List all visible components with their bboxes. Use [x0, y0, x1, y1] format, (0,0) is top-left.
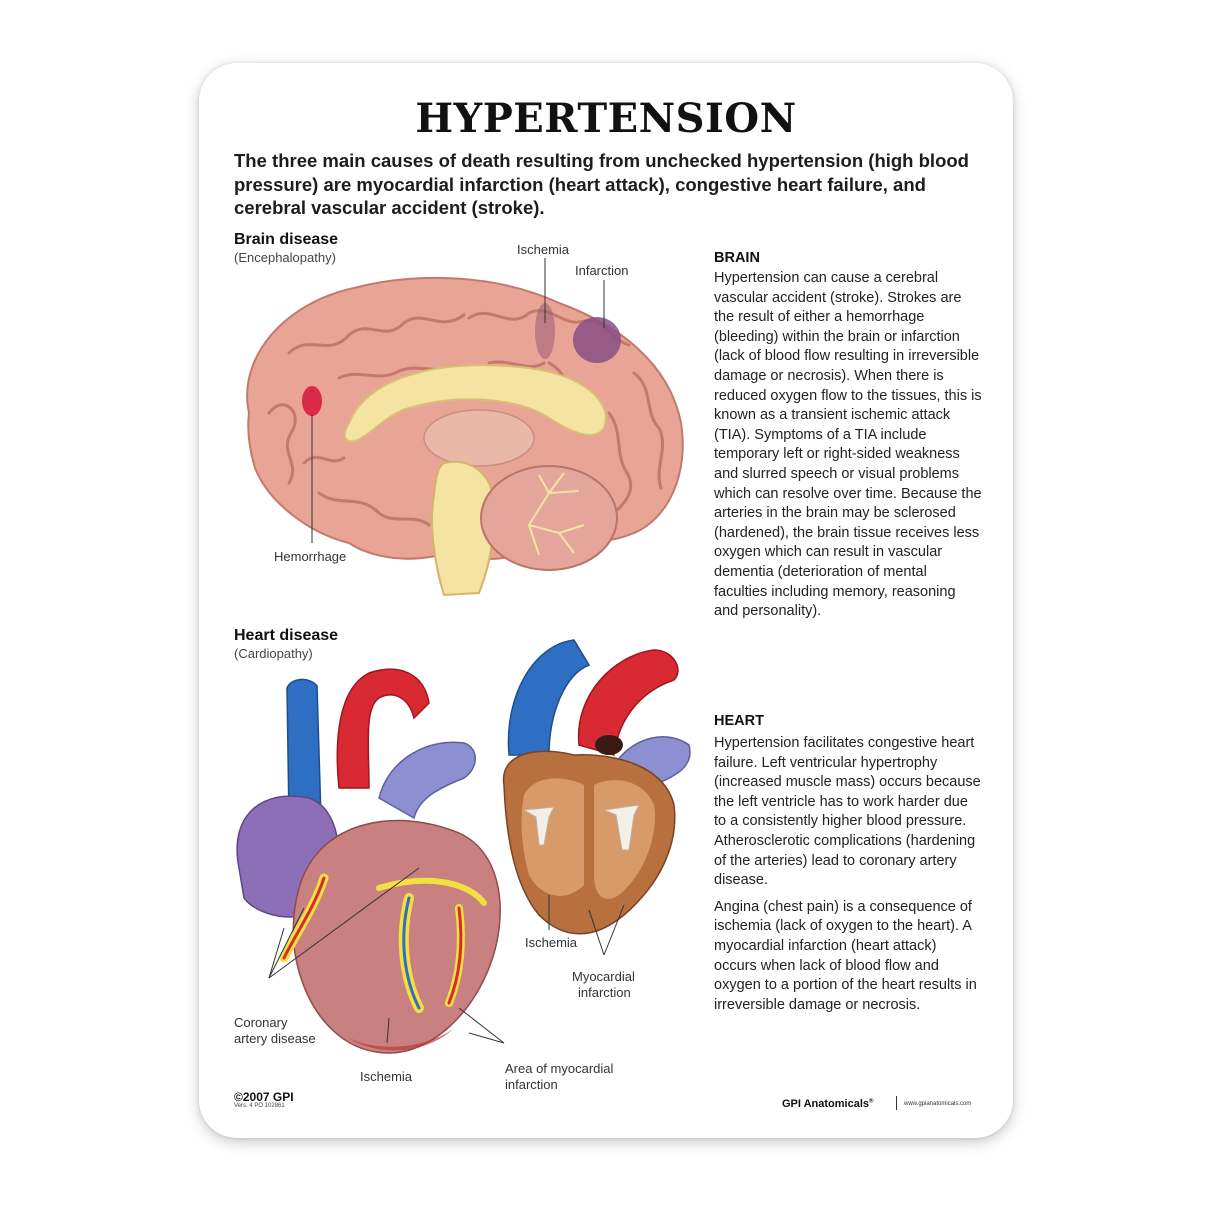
coronary-label-line1: Coronary: [234, 1015, 288, 1030]
page-title: HYPERTENSION: [415, 95, 797, 142]
infarction-spot: [573, 317, 621, 363]
ventricles: [293, 821, 500, 1053]
ischemia-label: Ischemia: [517, 242, 570, 257]
brain-disease-heading: Brain disease: [234, 231, 339, 248]
heart-external-illustration: [229, 658, 519, 1058]
copyright-text: ©2007 GPI: [234, 1090, 294, 1104]
hemorrhage-label: Hemorrhage: [274, 549, 347, 564]
pulmonary-trunk: [379, 742, 475, 818]
ischemia-right-label: Ischemia: [525, 935, 578, 950]
version-text: Vers. 4 PO 102861: [234, 1103, 285, 1109]
brain-text-heading: BRAIN: [714, 250, 760, 266]
coronary-label-line2: artery disease: [234, 1031, 316, 1046]
brand-registered-mark: ®: [869, 1098, 874, 1105]
heart-text-heading: HEART: [714, 713, 764, 729]
hypertension-chart-card: [199, 63, 1013, 1138]
cerebellum: [481, 466, 617, 570]
area-infarction-line1: Area of myocardial: [505, 1061, 614, 1076]
brain-disease-subheading: (Encephalopathy): [234, 250, 336, 265]
footer-divider: [896, 1096, 897, 1110]
infarction-label: Infarction: [575, 263, 629, 278]
area-infarction-line2: infarction: [505, 1077, 558, 1092]
cross-vena-cava: [508, 640, 589, 755]
website-url: www.gpianatomicals.com: [904, 1101, 972, 1107]
hemorrhage-spot: [302, 386, 322, 416]
cross-aortic-opening: [595, 735, 623, 755]
brand-name: GPI Anatomicals: [782, 1098, 870, 1110]
brain-text-body: Hypertension can cause a cerebral vascular accident (stroke). Strokes are the result of either a hemorrhage (bleeding) within the brain or infarction (lack of blood flow resulting in irreversible damage or necrosis). When there is reduced oxygen flow to the tissues, this is known as a transient ischemic attack (TIA). Symptoms of a TIA include temporary left or right-sided weakness and slurred speech or visual problems which can resolve over time. Because the arteries in the brain may be sclerosed (hardened), the brain tissue receives less oxygen which can result in vascular dementia (deterioration of mental faculties including memory, reasoning and personality).: [714, 270, 982, 620]
brand-logo: [782, 1098, 873, 1110]
heart-text-para2: Angina (chest pain) is a consequence of ischemia (lack of oxygen to the heart). A myocardial infarction (heart attack) occurs when lack of blood flow and oxygen to a portion of the heart results in irreversible damage or necrosis.: [714, 898, 977, 1013]
myocardial-label-line1: Myocardial: [572, 969, 635, 984]
ischemia-bottom-label: Ischemia: [360, 1069, 413, 1084]
heart-cross-section-illustration: [494, 635, 694, 945]
intro-paragraph: The three main causes of death resulting from unchecked hypertension (high blood pressure) are myocardial infarction (heart attack), congestive heart failure, and cerebral vascular accident (stroke).: [234, 150, 969, 218]
heart-disease-heading: Heart disease: [234, 627, 339, 644]
myocardial-label-line2: infarction: [578, 985, 631, 1000]
heart-text-body: [714, 734, 982, 1022]
thalamus: [424, 410, 534, 466]
cross-right-ventricle: [522, 778, 584, 895]
heart-text-para1: Hypertension facilitates congestive heart failure. Left ventricular hypertrophy (increased muscle mass) occurs because the left ventricle has to work harder due to a consistently higher blood pressure. Atherosclerotic complications (hardening of the arteries) lead to coronary artery disease.: [714, 735, 981, 889]
heart-disease-subheading: (Cardiopathy): [234, 646, 313, 661]
